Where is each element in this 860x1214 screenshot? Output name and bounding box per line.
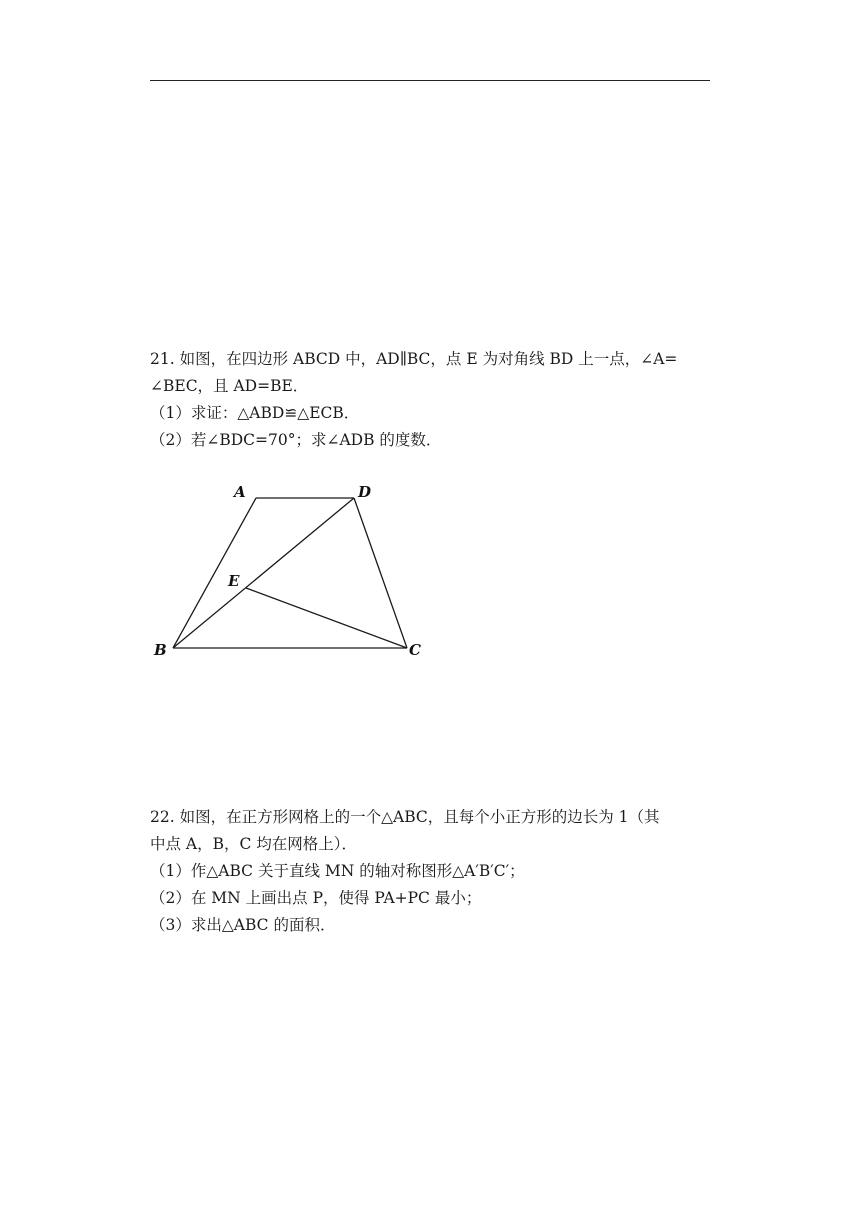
label-d: D: [358, 483, 372, 501]
question-22-part-3: （3）求出△ABC 的面积．: [150, 916, 336, 934]
label-b: B: [154, 641, 167, 659]
segment-bd: [173, 498, 354, 648]
segment-ec: [246, 588, 407, 648]
question-22-line-1: 22. 如图，在正方形网格上的一个△ABC，且每个小正方形的边长为 1（其: [150, 808, 660, 826]
quadrilateral-figure: [148, 478, 438, 664]
header-rule: [150, 80, 710, 81]
question-21-part-2: （2）若∠BDC=70°；求∠ADB 的度数．: [150, 431, 442, 449]
question-21-line-2: ∠BEC，且 AD=BE．: [150, 377, 309, 395]
question-22-line-2: 中点 A，B，C 均在网格上）．: [150, 835, 358, 853]
segment-dc: [354, 498, 407, 648]
question-22: [150, 804, 720, 939]
question-21: [150, 346, 720, 454]
segment-ab: [173, 498, 256, 648]
label-e: E: [228, 572, 240, 590]
question-22-part-2: （2）在 MN 上画出点 P，使得 PA+PC 最小；: [150, 889, 482, 907]
question-21-part-1: （1）求证：△ABD≌△ECB．: [150, 404, 360, 422]
label-c: C: [409, 641, 421, 659]
question-22-part-1: （1）作△ABC 关于直线 MN 的轴对称图形△A′B′C′；: [150, 862, 525, 880]
question-21-line-1: 21. 如图，在四边形 ABCD 中，AD∥BC，点 E 为对角线 BD 上一点，∠A=: [150, 350, 678, 368]
label-a: A: [234, 483, 246, 501]
